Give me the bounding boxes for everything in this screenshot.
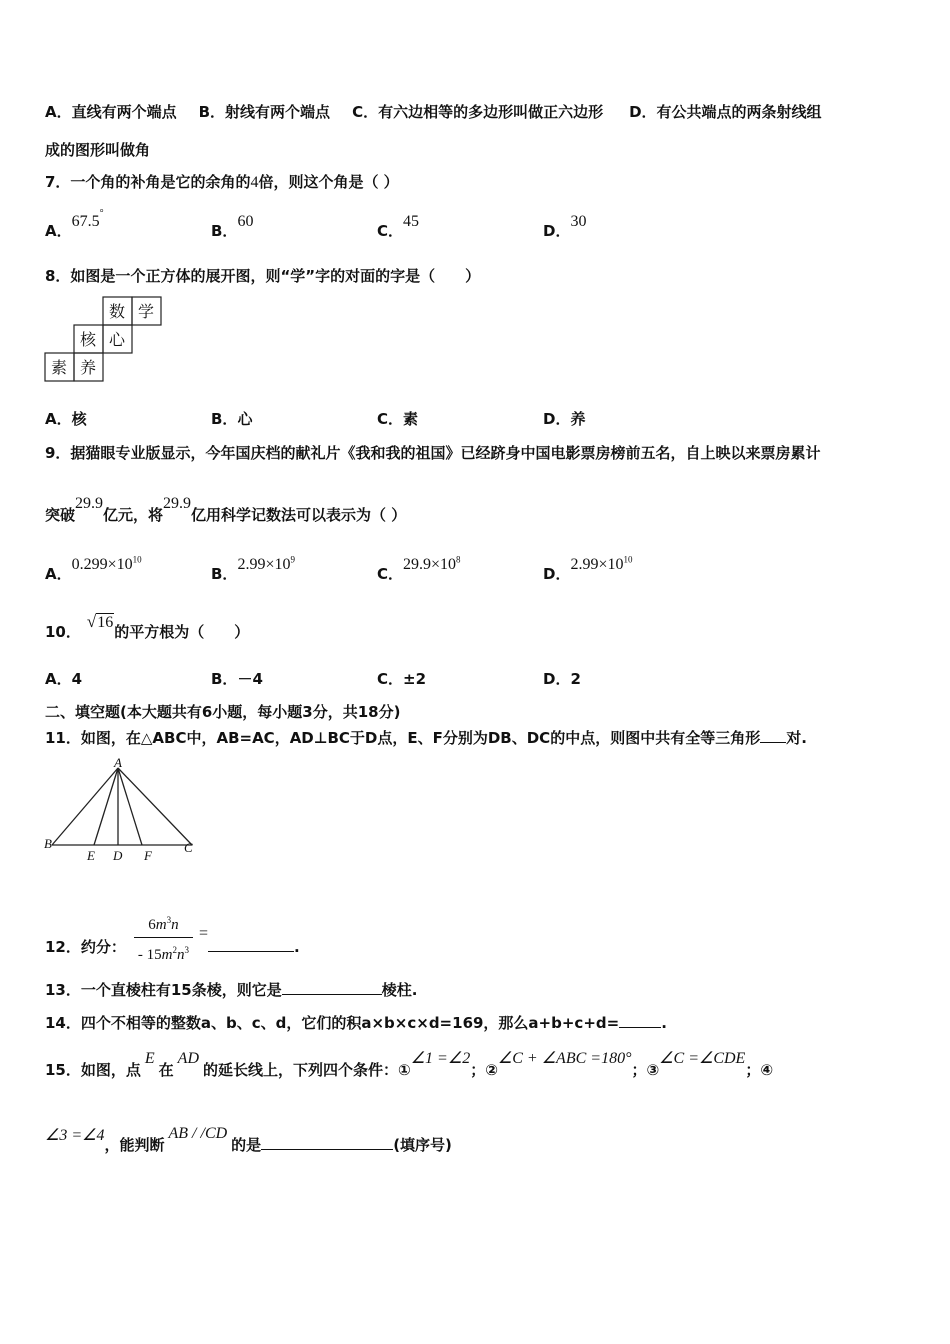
q10-option-a: A．4 (45, 670, 83, 688)
q8-option-d: D．养 (543, 410, 586, 428)
net-cell-shu: 数 (108, 304, 126, 321)
q9-stem-line1: 9．据猫眼专业版显示，今年国庆档的献礼片《我和我的祖国》已经跻身中国电影票房榜前五名，自上映以来票房累计 (45, 444, 821, 462)
q7-option-c: C．45 (377, 213, 420, 240)
q11-triangle-figure (44, 756, 204, 864)
q15-relation: AB / /CD (168, 1125, 228, 1142)
q14-stem: 14．四个不相等的整数a、b、c、d，它们的积a×b×c×d=169，那么a+b+c+d= . (45, 1014, 667, 1032)
q9-option-a: A．$0.299\times 10^{10}$ (45, 554, 142, 583)
q13-stem: 13．一个直棱柱有15条棱，则它是 棱柱. (45, 981, 418, 999)
q9-option-b: B．$2.99\times 10^9$ (211, 554, 295, 583)
q8-cube-net-figure (44, 296, 164, 384)
q6-option-b: B．射线有两个端点 (198, 103, 331, 121)
label-e: E (87, 848, 95, 863)
section-2-heading: 二、填空题(本大题共有6小题，每小题3分，共18分) (45, 703, 401, 721)
q8-option-b: B．心 (211, 410, 253, 428)
q7-option-d: D．30 (543, 213, 587, 240)
net-cell-yang: 养 (79, 360, 97, 377)
q8-option-a: A．核 (45, 410, 87, 428)
q9-option-d: D．$2.99\times 10^{10}$ (543, 554, 633, 583)
q12-fraction: $\frac{6m^3n}{- 15m^2n^3}$ (134, 910, 193, 965)
q8-stem: 8．如图是一个正方体的展开图，则“学”字的对面的字是（ ） (45, 267, 481, 285)
q8-option-c: C．素 (377, 410, 419, 428)
q10-option-b: B．－4 (211, 670, 263, 688)
q9-value-2: 29.9 (163, 495, 192, 512)
q15-condition-4: ∠3 =∠4 (45, 1127, 105, 1144)
q7-option-b: B．60 (211, 213, 254, 240)
q15-stem-line1: 15．如图，点E在AD的延长线上，下列四个条件：①∠1 =∠2；②∠C + ∠ABC =180°；③∠C =∠CDE；④ (45, 1050, 774, 1079)
q7-number: 4 (250, 174, 259, 191)
net-cell-xue: 学 (137, 304, 155, 321)
label-f: F (144, 848, 152, 863)
q6-options (45, 102, 822, 122)
net-cell-he: 核 (79, 332, 97, 349)
label-b: B (44, 836, 52, 851)
q7-stem: 7．一个角的补角是它的余角的4倍，则这个角是（ ） (45, 173, 399, 191)
label-d: D (113, 848, 123, 863)
q6-option-d: D．有公共端点的两条射线组 (629, 103, 822, 121)
q10-stem: 10．√16的平方根为（ ） (45, 612, 250, 641)
q6-option-c: C．有六边相等的多边形叫做正六边形 (352, 103, 604, 121)
q15-condition-2: ∠C + ∠ABC =180° (497, 1050, 632, 1067)
q9-stem-line2: 突破29.9亿元，将29.9亿用科学记数法可以表示为（ ） (45, 495, 407, 524)
q10-sqrt: √16 (86, 612, 114, 631)
q15-condition-1: ∠1 =∠2 (410, 1050, 471, 1067)
q10-option-c: C．±2 (377, 670, 427, 688)
net-cell-xin: 心 (108, 332, 126, 349)
q15-condition-3: ∠C =∠CDE (659, 1050, 746, 1067)
q7-option-a: A．67.5° (45, 208, 104, 240)
q11-stem: 11．如图，在△ABC中，AB=AC，AD⊥BC于D点，E、F分别为DB、DC的中点，则图中共有全等三角形 对. (45, 729, 807, 747)
net-cell-su: 素 (50, 360, 68, 377)
label-c: C (184, 840, 193, 855)
q15-stem-line2: ∠3 =∠4，能判断AB / /CD的是 (填序号) (45, 1125, 452, 1154)
q12-stem: 12．约分： $\frac{6m^3n}{- 15m^2n^3}$ =. (45, 920, 300, 975)
label-a: A (114, 756, 122, 770)
q10-option-d: D．2 (543, 670, 581, 688)
q6-option-a: A．直线有两个端点 (45, 103, 177, 121)
q9-option-c: C．$29.9\times 10^8$ (377, 554, 461, 583)
q6-option-d-continued: 成的图形叫做角 (45, 141, 151, 159)
q9-value-1: 29.9 (75, 495, 104, 512)
